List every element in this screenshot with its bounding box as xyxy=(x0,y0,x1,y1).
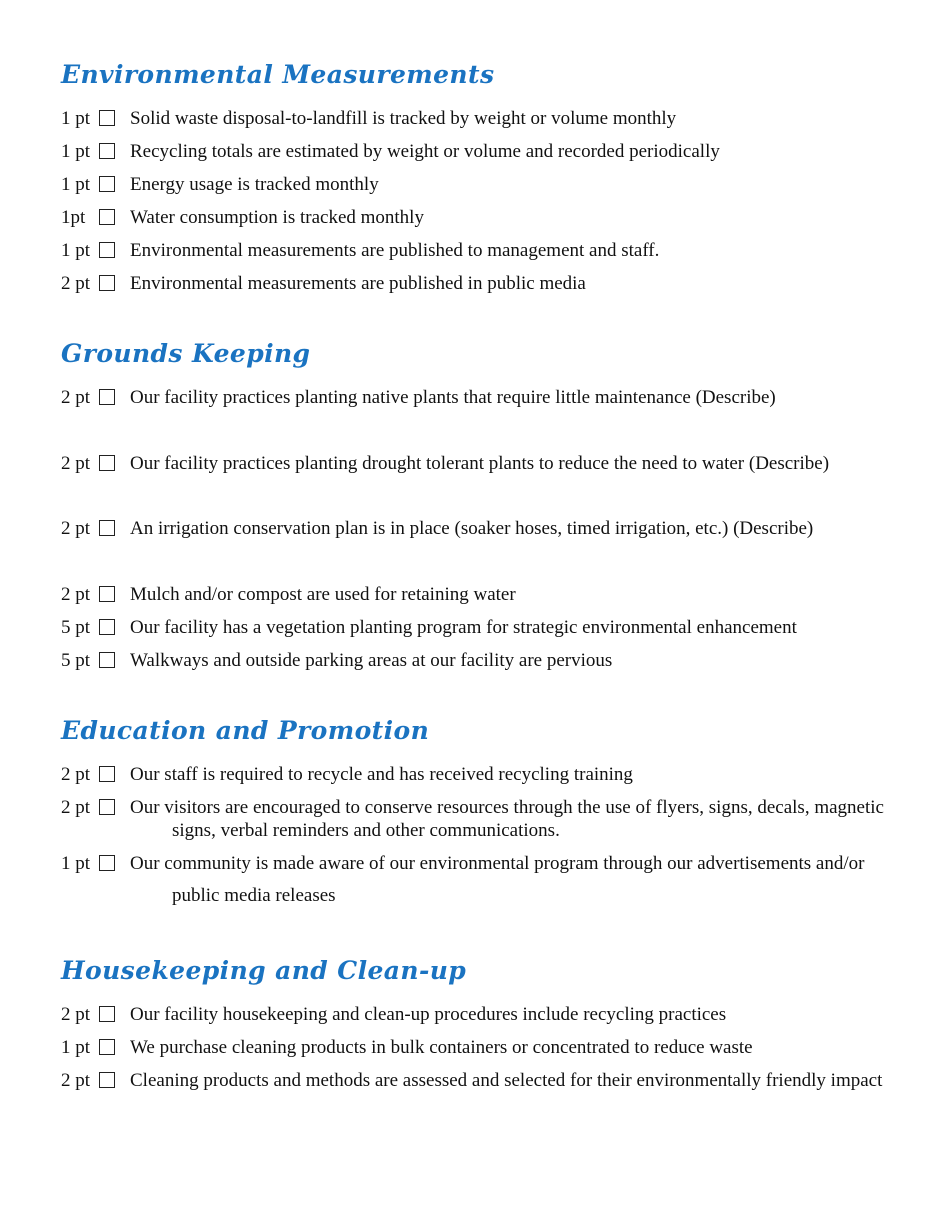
checklist-item xyxy=(61,1069,891,1093)
checklist-item xyxy=(61,386,891,410)
checkbox[interactable] xyxy=(99,176,115,192)
item-text: Environmental measurements are published to management and staff. xyxy=(130,240,660,261)
points-label: 1pt xyxy=(61,207,86,228)
checklist-item xyxy=(61,140,891,164)
checkbox[interactable] xyxy=(99,652,115,668)
checkbox[interactable] xyxy=(99,209,115,225)
item-text-continuation: signs, verbal reminders and other communications. xyxy=(172,820,560,841)
checkbox[interactable] xyxy=(99,275,115,291)
item-text: Our facility practices planting native plants that require little maintenance (Describe) xyxy=(130,387,776,408)
item-text: Recycling totals are estimated by weight or volume and recorded periodically xyxy=(130,141,720,162)
item-text: We purchase cleaning products in bulk containers or concentrated to reduce waste xyxy=(130,1037,753,1058)
checkbox[interactable] xyxy=(99,619,115,635)
section-title-housekeeping-and-clean-up: Housekeeping and Clean-up xyxy=(61,956,467,985)
points-label: 1 pt xyxy=(61,174,91,195)
checklist-item xyxy=(61,583,891,607)
checklist-item xyxy=(61,239,891,263)
item-text: Environmental measurements are published in public media xyxy=(130,273,586,294)
section-title-education-and-promotion: Education and Promotion xyxy=(61,716,430,745)
checklist-item xyxy=(61,107,891,131)
checklist-item xyxy=(61,206,891,230)
points-label: 2 pt xyxy=(61,1070,91,1091)
item-text: Energy usage is tracked monthly xyxy=(130,174,379,195)
item-text: Our facility has a vegetation planting program for strategic environmental enhancement xyxy=(130,617,797,638)
item-text: Cleaning products and methods are assessed and selected for their environmentally friendly impact xyxy=(130,1070,883,1091)
points-label: 1 pt xyxy=(61,141,91,162)
checklist-item xyxy=(61,763,891,787)
checklist-item xyxy=(61,517,891,541)
checklist-item xyxy=(61,1036,891,1060)
points-label: 1 pt xyxy=(61,1037,91,1058)
item-text: Water consumption is tracked monthly xyxy=(130,207,424,228)
checklist-item xyxy=(61,272,891,296)
checkbox[interactable] xyxy=(99,855,115,871)
section-title-environmental-measurements: Environmental Measurements xyxy=(61,60,495,89)
checkbox[interactable] xyxy=(99,110,115,126)
checklist-item xyxy=(61,1003,891,1027)
points-label: 2 pt xyxy=(61,453,91,474)
checklist-item xyxy=(61,649,891,673)
item-text: Mulch and/or compost are used for retaining water xyxy=(130,584,516,605)
item-text: Our facility practices planting drought tolerant plants to reduce the need to water (Describe) xyxy=(130,453,830,474)
points-label: 2 pt xyxy=(61,273,91,294)
checkbox[interactable] xyxy=(99,520,115,536)
checkbox[interactable] xyxy=(99,242,115,258)
checklist-item xyxy=(61,173,891,197)
checkbox[interactable] xyxy=(99,1006,115,1022)
points-label: 2 pt xyxy=(61,797,91,818)
item-text: Our visitors are encouraged to conserve resources through the use of flyers, signs, decals, magnetic xyxy=(130,797,884,818)
points-label: 5 pt xyxy=(61,650,91,671)
item-text: Our community is made aware of our environmental program through our advertisements and/or xyxy=(130,853,865,874)
item-text: Our facility housekeeping and clean-up procedures include recycling practices xyxy=(130,1004,727,1025)
checkbox[interactable] xyxy=(99,766,115,782)
item-text: Solid waste disposal-to-landfill is tracked by weight or volume monthly xyxy=(130,108,677,129)
checkbox[interactable] xyxy=(99,1039,115,1055)
checklist-item xyxy=(61,796,891,841)
item-text: Our staff is required to recycle and has received recycling training xyxy=(130,764,633,785)
checkbox[interactable] xyxy=(99,799,115,815)
points-label: 2 pt xyxy=(61,584,91,605)
item-text: Walkways and outside parking areas at our facility are pervious xyxy=(130,650,613,671)
item-text-continuation: public media releases xyxy=(172,885,336,906)
points-label: 2 pt xyxy=(61,518,91,539)
points-label: 1 pt xyxy=(61,240,91,261)
checklist-item xyxy=(61,616,891,640)
checklist-item xyxy=(61,852,891,906)
points-label: 2 pt xyxy=(61,1004,91,1025)
checkbox[interactable] xyxy=(99,143,115,159)
checklist-item xyxy=(61,452,891,476)
points-label: 2 pt xyxy=(61,764,91,785)
points-label: 1 pt xyxy=(61,853,91,874)
checkbox[interactable] xyxy=(99,586,115,602)
section-title-grounds-keeping: Grounds Keeping xyxy=(61,339,311,368)
points-label: 2 pt xyxy=(61,387,91,408)
points-label: 5 pt xyxy=(61,617,91,638)
checkbox[interactable] xyxy=(99,455,115,471)
item-text: An irrigation conservation plan is in place (soaker hoses, timed irrigation, etc.) (Describe) xyxy=(130,518,814,539)
checkbox[interactable] xyxy=(99,389,115,405)
points-label: 1 pt xyxy=(61,108,91,129)
checkbox[interactable] xyxy=(99,1072,115,1088)
